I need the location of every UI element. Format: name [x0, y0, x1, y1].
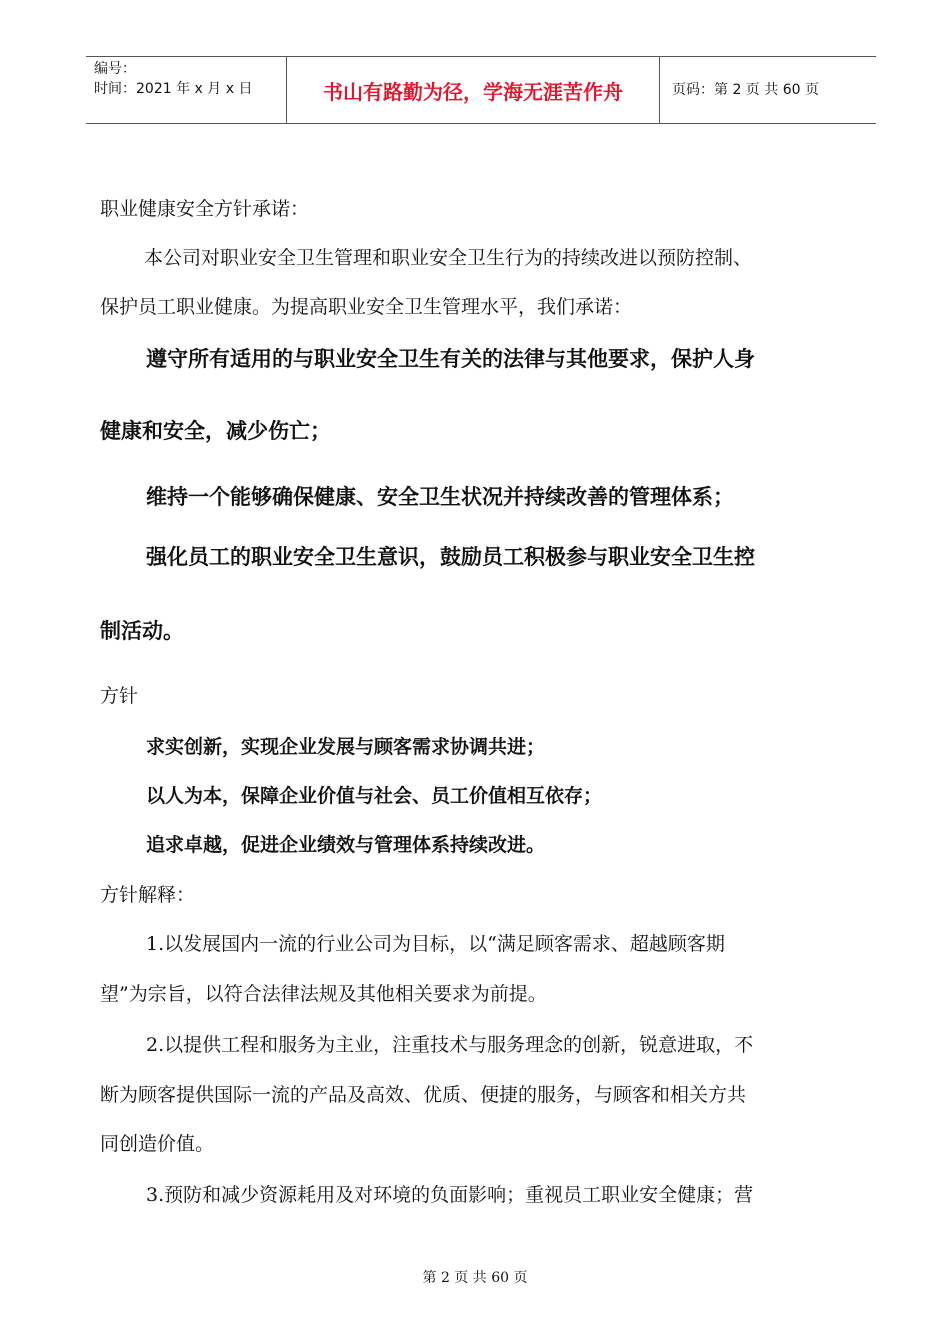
commitment-line: 制活动。 — [100, 619, 184, 643]
section-heading: 职业健康安全方针承诺： — [100, 198, 310, 220]
number-label: 编号： — [94, 61, 136, 77]
paragraph-line: 同创造价值。 — [100, 1133, 215, 1155]
page-header — [86, 56, 876, 124]
commitment-line: 维持一个能够确保健康、安全卫生状况并持续改善的管理体系； — [146, 485, 734, 509]
paragraph-line: 1.以发展国内一流的行业公司为目标，以“满足顾客需求、超越顾客期 — [146, 933, 725, 955]
header-motto: 书山有路勤为径，学海无涯苦作舟 — [286, 57, 660, 123]
section-heading: 方针解释： — [100, 884, 196, 906]
header-page-label: 页码：第 2 页 共 60 页 — [672, 82, 819, 98]
paragraph-line: 望”为宗旨，以符合法律法规及其他相关要求为前提。 — [100, 983, 547, 1005]
paragraph-line: 2.以提供工程和服务为主业，注重技术与服务理念的创新，锐意进取，不 — [146, 1034, 754, 1056]
policy-line: 以人为本，保障企业价值与社会、员工价值相互依存； — [146, 785, 603, 807]
paragraph-line: 3.预防和减少资源耗用及对环境的负面影响；重视员工职业安全健康；营 — [146, 1184, 754, 1206]
paragraph-line: 断为顾客提供国际一流的产品及高效、优质、便捷的服务，与顾客和相关方共 — [100, 1084, 747, 1106]
commitment-line: 健康和安全，减少伤亡； — [100, 419, 331, 443]
policy-line: 追求卓越，促进企业绩效与管理体系持续改进。 — [146, 834, 546, 856]
policy-line: 求实创新，实现企业发展与顾客需求协调共进； — [146, 736, 546, 758]
paragraph-line: 保护员工职业健康。为提高职业安全卫生管理水平，我们承诺： — [100, 296, 633, 318]
page-footer: 第 2 页 共 60 页 — [422, 1270, 528, 1286]
commitment-line: 强化员工的职业安全卫生意识，鼓励员工积极参与职业安全卫生控 — [146, 545, 755, 569]
paragraph-line: 本公司对职业安全卫生管理和职业安全卫生行为的持续改进以预防控制、 — [144, 247, 753, 269]
time-label: 时间：2021 年 x 月 x 日 — [94, 81, 253, 97]
header-meta — [94, 59, 252, 99]
section-heading: 方针 — [100, 685, 139, 707]
commitment-line: 遵守所有适用的与职业安全卫生有关的法律与其他要求，保护人身 — [146, 347, 755, 371]
